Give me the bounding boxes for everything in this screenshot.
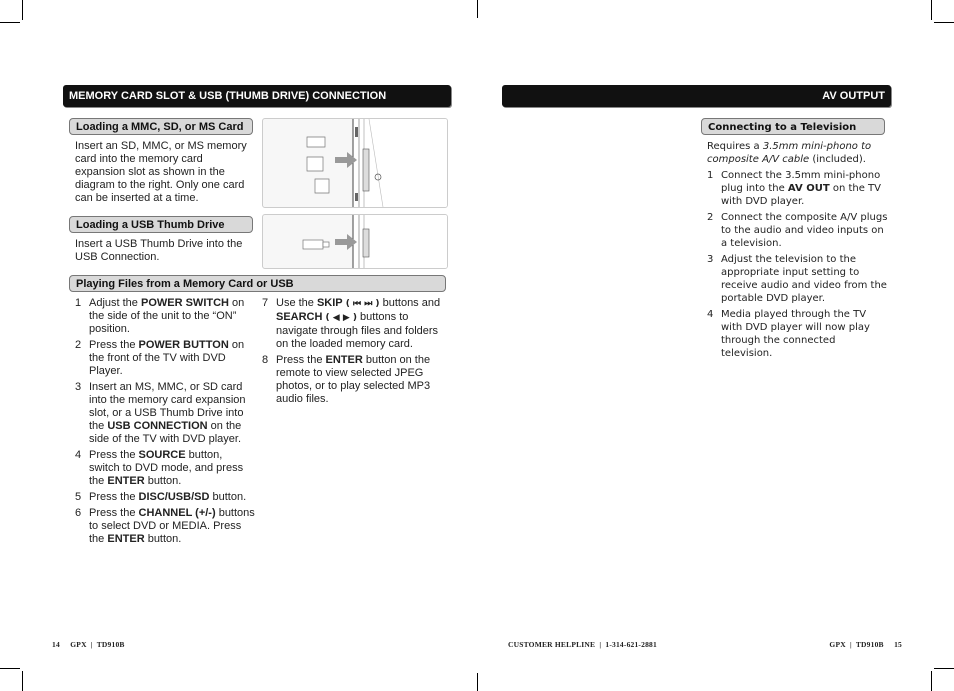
footer-helpline: CUSTOMER HELPLINE | 1-314-621-2881 [508,640,657,649]
list-item: 1 Adjust the POWER SWITCH on the side of the unit to the “ON” position. [75,297,245,335]
crop-mark [0,668,20,669]
crop-mark [0,22,20,23]
center-crop-mark [477,0,478,18]
usb-drive-illustration [263,215,447,268]
banner-title: MEMORY CARD SLOT & USB (THUMB DRIVE) CONNECTION [69,90,387,102]
crop-mark [931,0,932,20]
list-item: 1 Connect the 3.5mm mini-phono plug into the AV OUT on the TV with DVD player. [707,170,882,207]
usb-instructions: Insert a USB Thumb Drive into the USB Connection. [75,238,243,263]
footer-right: GPX | TD910B 15 [829,640,902,649]
section-banner-av-output [502,85,891,107]
tv-connection-steps [707,169,889,363]
memory-card-illustration [263,119,447,207]
subheading-connecting-tv: Connecting to a Television [701,118,885,135]
list-item: 6 Press the CHANNEL (+/-) buttons to select DVD or MEDIA. Press the ENTER button. [75,507,255,545]
tv-intro: Requires a 3.5mm mini-phono to composite A/V cable (included). [707,141,872,165]
list-item: 4 Press the SOURCE button, switch to DVD mode, and press the ENTER button. [75,449,244,487]
list-item: 5 Press the DISC/USB/SD button. [75,491,247,503]
subheading-loading-card: Loading a MMC, SD, or MS Card [69,118,253,135]
playback-steps-column-1 [75,297,255,549]
memory-card-diagram [262,118,448,208]
list-item: 3 Adjust the television to the appropriate input setting to receive audio and video from the portable DVD player. [707,254,887,304]
card-instructions: Insert an SD, MMC, or MS memory card into the memory card expansion slot as shown in the diagram to the right. Only one card can be inserted at a time. [75,140,247,204]
crop-mark [22,671,23,691]
list-item: 7 Use the SKIP ( ⏮ ⏭ ) buttons and SEARCH ( ◀ ▶ ) buttons to navigate through files and folders on the loaded memory card. [262,297,441,350]
list-item: 8 Press the ENTER button on the remote to view selected JPEG photos, or to play selected MP3 audio files. [262,354,431,405]
usb-drive-diagram [262,214,448,269]
subheading-playing-files: Playing Files from a Memory Card or USB [69,275,446,292]
subheading-loading-usb: Loading a USB Thumb Drive [69,216,253,233]
skip-icon: ( ⏮ ⏭ ) [345,299,380,309]
crop-mark [934,22,954,23]
list-item: 3 Insert an MS, MMC, or SD card into the memory card expansion slot, or a USB Thumb Drive into the USB CONNECTION on the side of the TV with DVD player. [75,381,246,445]
crop-mark [931,671,932,691]
playback-steps-column-2 [262,297,448,409]
center-crop-mark [477,673,478,691]
list-item: 2 Connect the composite A/V plugs to the audio and video inputs on a television. [707,212,888,249]
list-item: 2 Press the POWER BUTTON on the front of the TV with DVD Player. [75,339,245,377]
crop-mark [934,668,954,669]
search-arrows-icon: ( ◀ ▶ ) [325,313,357,323]
footer-left: 14 GPX | TD910B [52,640,125,649]
list-item: 4 Media played through the TV with DVD player will now play through the connected television. [707,309,870,359]
section-banner-memory-card [63,85,451,107]
crop-mark [22,0,23,20]
banner-title: AV OUTPUT [822,90,885,102]
